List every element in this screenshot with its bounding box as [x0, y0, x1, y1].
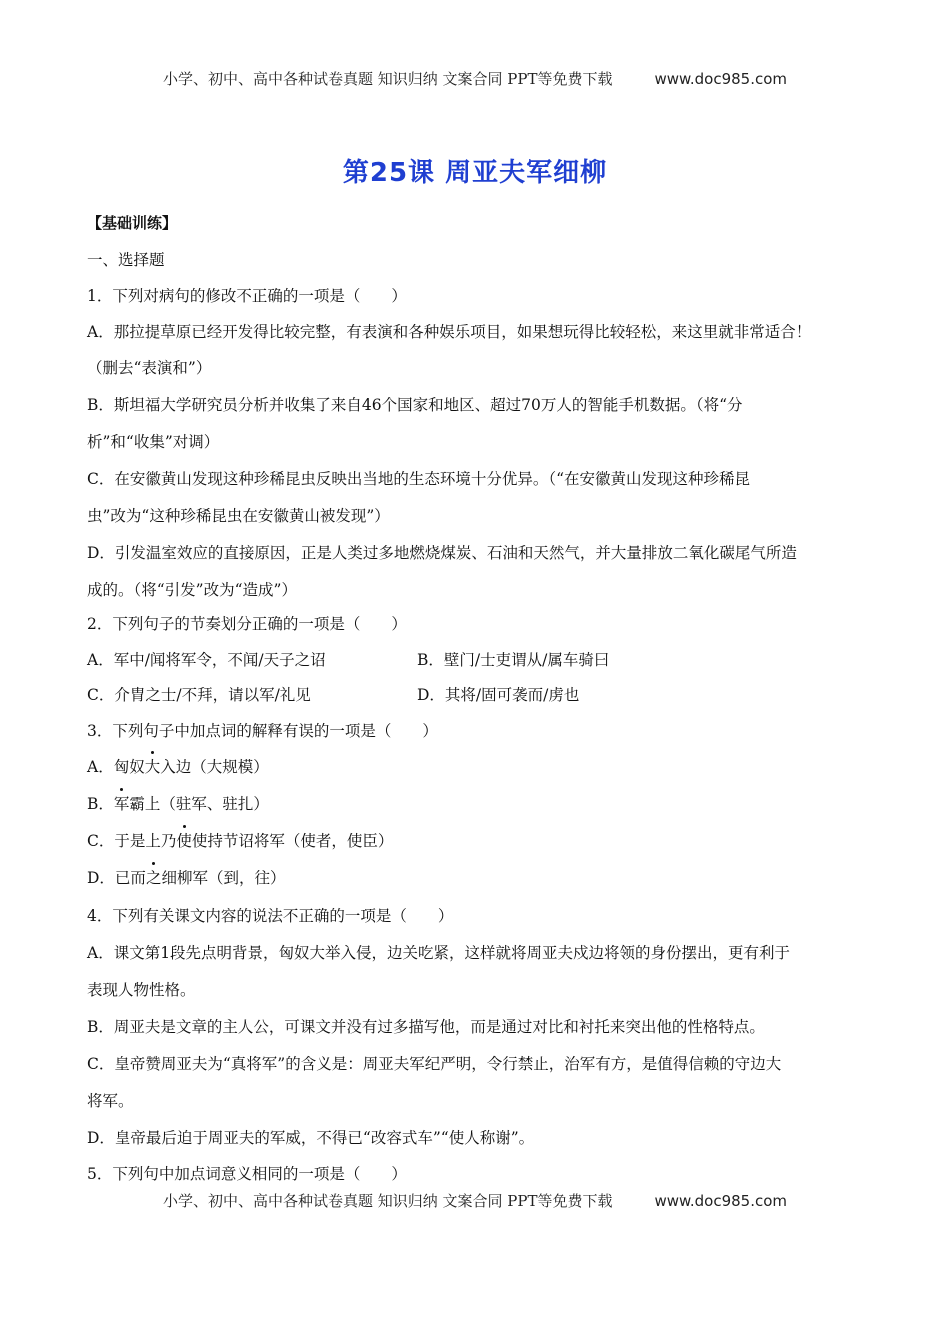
question-2-row-2 [87, 683, 580, 705]
question-4-option-d: D．皇帝最后迫于周亚夫的军威，不得已“改容式车”“使人称谢”。 [87, 1129, 535, 1147]
dotted-character: 使 [176, 829, 192, 851]
question-4-option-c: C．皇帝赞周亚夫为“真将军”的含义是：周亚夫军纪严明，令行禁止，治军有方，是值得信赖的守边大 [87, 1055, 782, 1073]
question-2-option-c: C．介胄之士/不拜，请以军/礼见 [87, 686, 311, 704]
question-4-stem: 4．下列有关课文内容的说法不正确的一项是（ ） [87, 907, 454, 925]
question-4-option-b: B．周亚夫是文章的主人公，可课文并没有过多描写他，而是通过对比和衬托来突出他的性格特点。 [87, 1018, 765, 1036]
option-text: C．于是上乃 [87, 832, 177, 850]
question-1-option-a-cont: （删去“表演和”） [87, 359, 212, 377]
option-text: D．已而 [87, 869, 146, 887]
question-4-option-a-cont: 表现人物性格。 [87, 981, 196, 999]
question-2-option-d: D．其将/固可袭而/虏也 [417, 686, 580, 704]
question-3-stem: 3．下列句子中加点词的解释有误的一项是（ ） [87, 722, 438, 740]
question-1-option-b-cont: 析”和“收集”对调） [87, 433, 220, 451]
question-4-option-c-cont: 将军。 [87, 1092, 134, 1110]
header-site-link[interactable]: www.doc985.com [654, 70, 788, 88]
header-text: 小学、初中、高中各种试卷真题 知识归纳 文案合同 PPT等免费下载 [162, 70, 613, 88]
question-3-option-b [87, 792, 269, 814]
page-header [0, 68, 950, 89]
option-text: 使持节诏将军（使者，使臣） [191, 832, 394, 850]
dotted-character: 之 [146, 866, 162, 888]
dotted-character: 大 [145, 755, 161, 777]
option-text: A．匈奴 [87, 758, 145, 776]
footer-text: 小学、初中、高中各种试卷真题 知识归纳 文案合同 PPT等免费下载 [162, 1192, 613, 1210]
question-3-option-d [87, 866, 285, 888]
section-heading: 【基础训练】 [87, 214, 178, 232]
dotted-character: 军 [114, 792, 130, 814]
question-3-option-c [87, 829, 393, 851]
question-2-option-a: A．军中/闻将军令，不闻/天子之诏 [87, 651, 326, 669]
question-1-option-d: D．引发温室效应的直接原因，正是人类过多地燃烧煤炭、石油和天然气，并大量排放二氧化碳尾气所造 [87, 544, 797, 562]
question-1-option-c: C．在安徽黄山发现这种珍稀昆虫反映出当地的生态环境十分优异。（“在安徽黄山发现这种珍稀昆 [87, 470, 751, 488]
question-5-stem: 5．下列句中加点词意义相同的一项是（ ） [87, 1165, 407, 1183]
option-text: 细柳军（到，往） [161, 869, 286, 887]
page-footer [0, 1190, 950, 1211]
option-text: 霸上（驻军、驻扎） [129, 795, 269, 813]
question-2-option-b: B．壁门/士吏谓从/属车骑曰 [417, 651, 610, 669]
footer-site-link[interactable]: www.doc985.com [654, 1192, 788, 1210]
option-text: 入边（大规模） [160, 758, 269, 776]
question-3-option-a [87, 755, 269, 777]
question-1-option-d-cont: 成的。（将“引发”改为“造成”） [87, 581, 297, 599]
question-4-option-a: A．课文第1段先点明背景，匈奴大举入侵，边关吃紧，这样就将周亚夫戍边将领的身份摆出，更有利于 [87, 944, 791, 962]
question-1-option-c-cont: 虫”改为“这种珍稀昆虫在安徽黄山被发现”） [87, 507, 390, 525]
question-1-option-b: B．斯坦福大学研究员分析并收集了来自46个国家和地区、超过70万人的智能手机数据。（将“分 [87, 396, 743, 414]
option-text: B． [87, 795, 114, 813]
question-2-row-1 [87, 648, 610, 670]
question-1-option-a: A．那拉提草原已经开发得比较完整，有表演和各种娱乐项目，如果想玩得比较轻松，来这里就非常适合！ [87, 323, 812, 341]
question-2-stem: 2．下列句子的节奏划分正确的一项是（ ） [87, 615, 407, 633]
part-heading: 一、选择题 [87, 251, 165, 269]
question-1-stem: 1．下列对病句的修改不正确的一项是（ ） [87, 287, 407, 305]
lesson-title: 第25课 周亚夫军细柳 [342, 158, 608, 188]
